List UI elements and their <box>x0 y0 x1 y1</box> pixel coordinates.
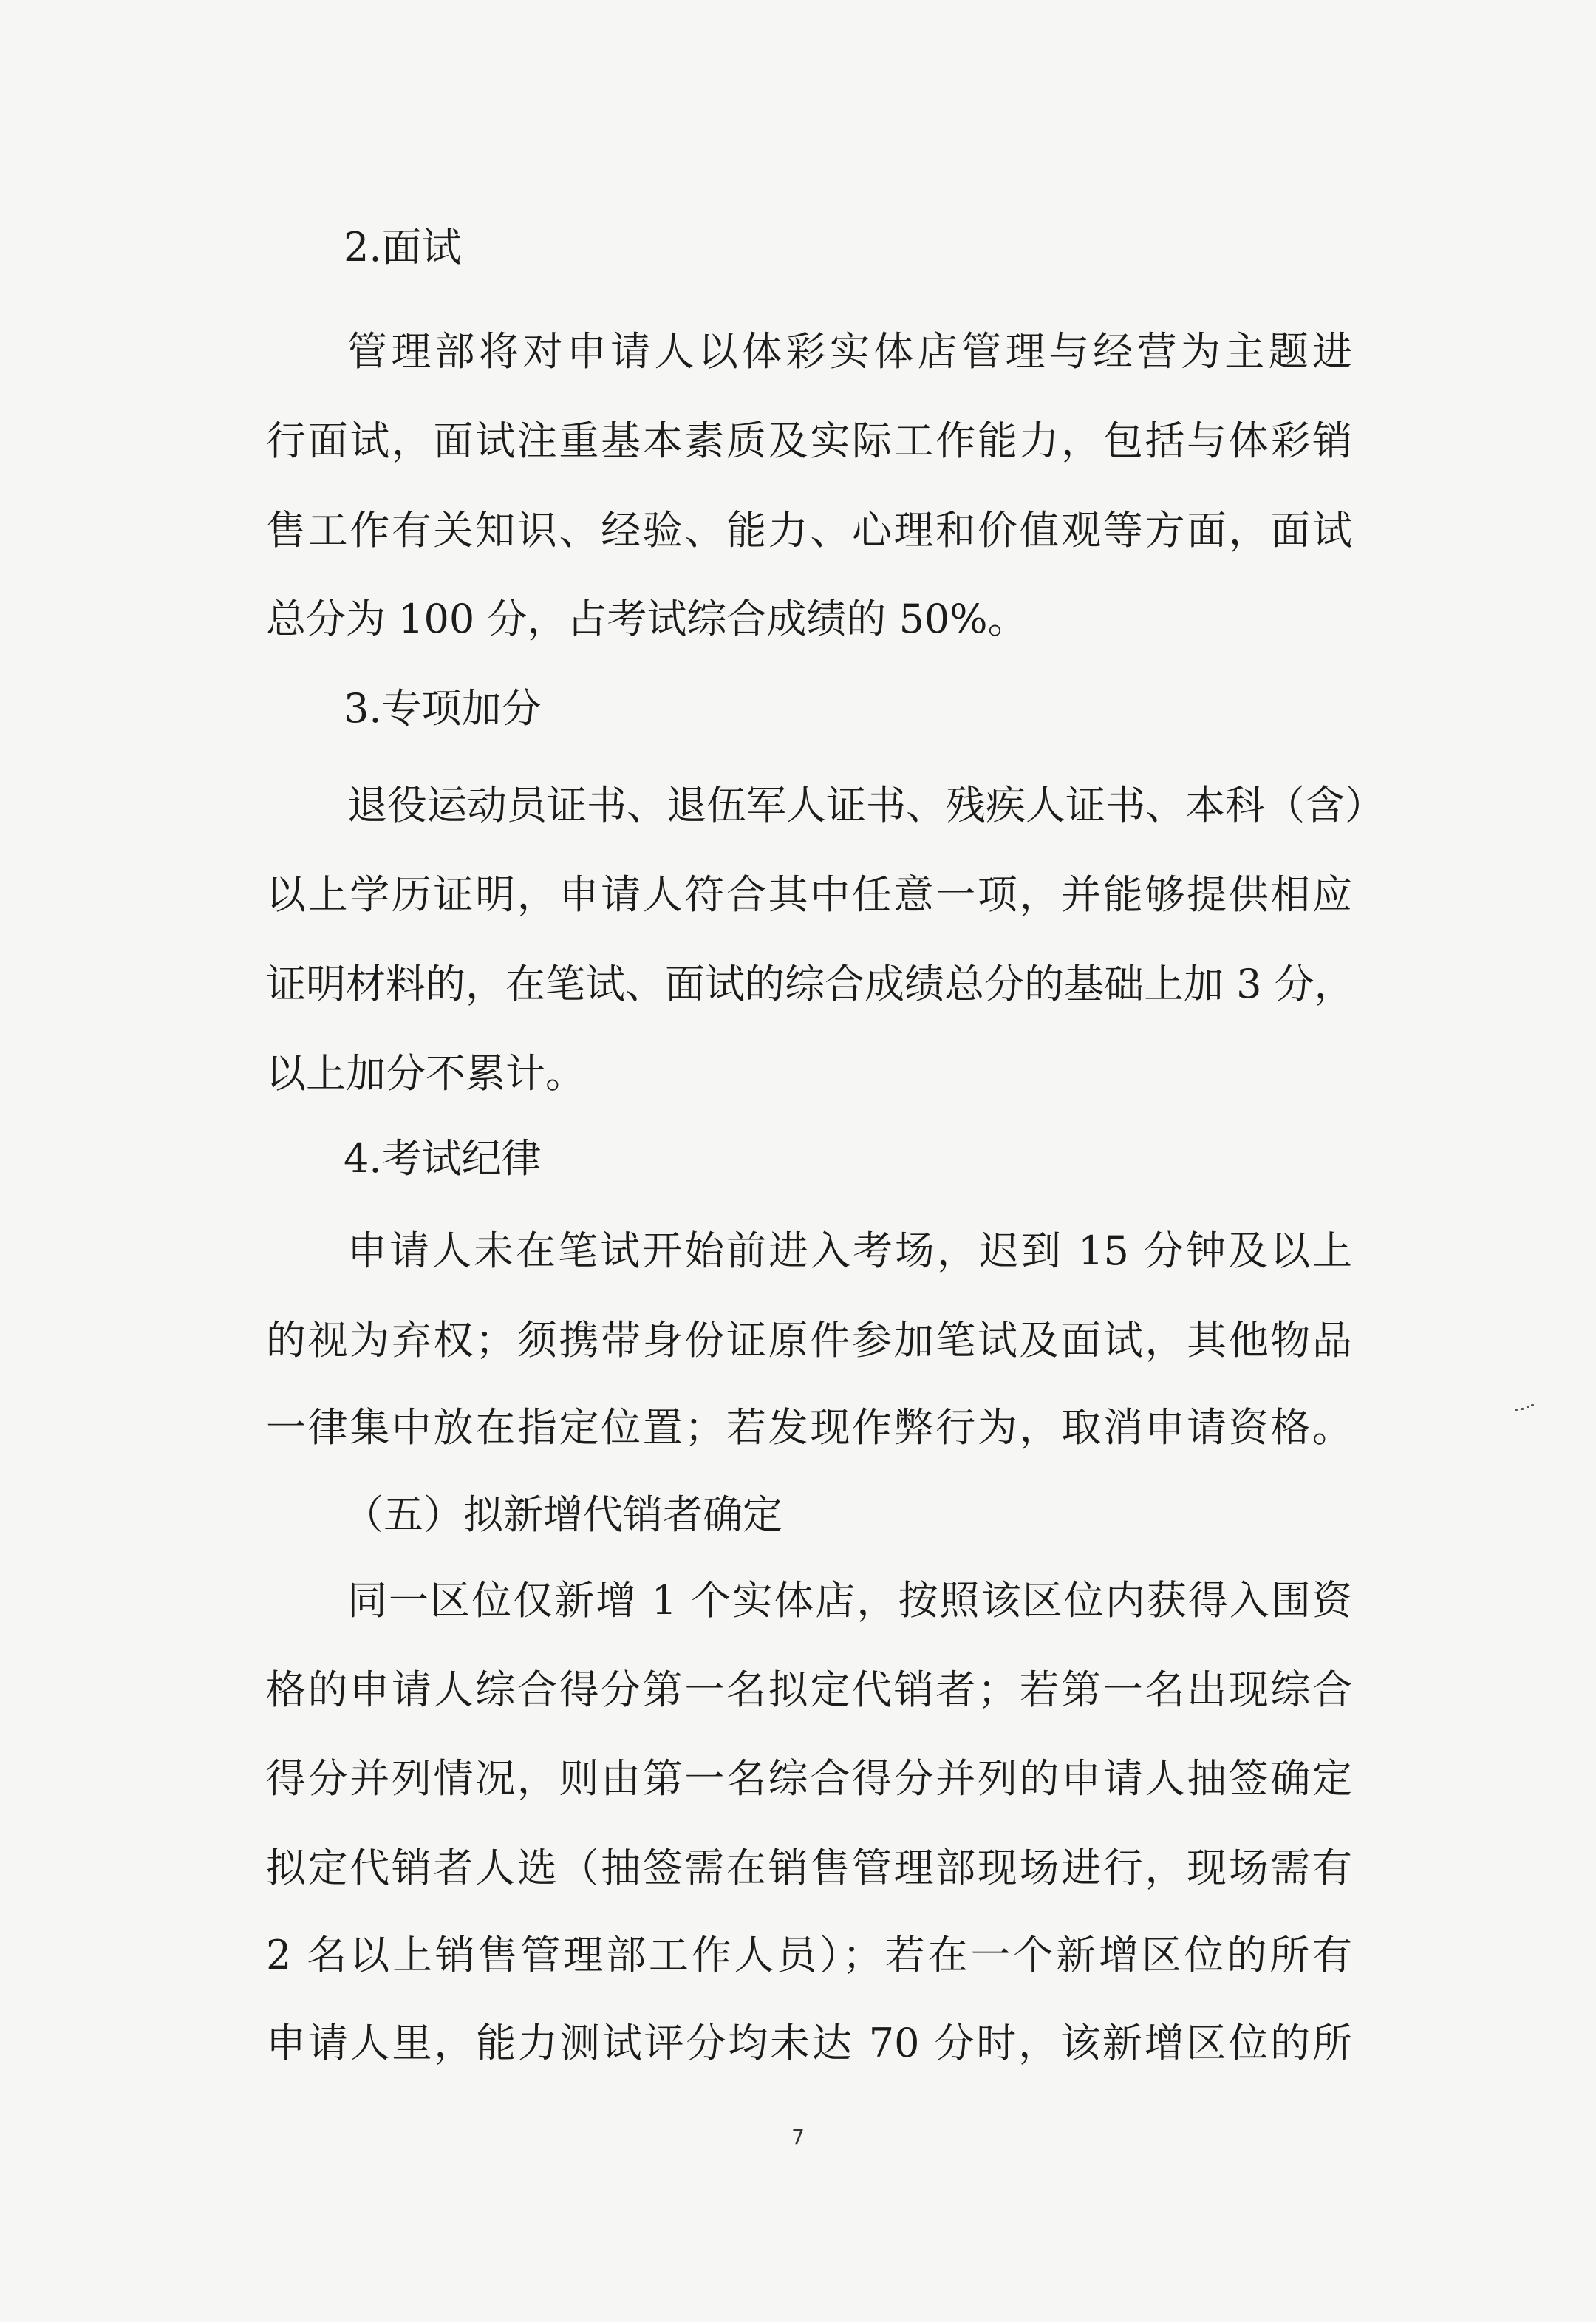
paragraph-line: 行面试，面试注重基本素质及实际工作能力，包括与体彩销 <box>266 418 1352 464</box>
paragraph-line: 一律集中放在指定位置；若发现作弊行为，取消申请资格。 <box>266 1404 1352 1451</box>
paragraph-line: 2 名以上销售管理部工作人员）；若在一个新增区位的所有 <box>266 1932 1352 1978</box>
paragraph-line: 得分并列情况，则由第一名综合得分并列的申请人抽签确定 <box>266 1755 1352 1802</box>
paragraph-line: 总分为 100 分，占考试综合成绩的 50%。 <box>266 596 1028 642</box>
section-heading-discipline: 4.考试纪律 <box>344 1135 542 1182</box>
paragraph-line: 以上加分不累计。 <box>266 1050 585 1097</box>
section-heading-agent-selection: （五）拟新增代销者确定 <box>344 1491 782 1538</box>
page-number: 7 <box>791 2125 805 2149</box>
paragraph-line: 申请人未在笔试开始前进入考场，迟到 15 分钟及以上 <box>347 1228 1352 1274</box>
paragraph-line: 售工作有关知识、经验、能力、心理和价值观等方面，面试 <box>266 507 1352 554</box>
section-heading-interview: 2.面试 <box>344 224 462 270</box>
paragraph-line: 退役运动员证书、退伍军人证书、残疾人证书、本科（含） <box>347 782 1385 828</box>
paragraph-line: 的视为弃权；须携带身份证原件参加笔试及面试，其他物品 <box>266 1317 1352 1363</box>
paragraph-line: 证明材料的，在笔试、面试的综合成绩总分的基础上加 3 分， <box>266 961 1354 1007</box>
paragraph-line: 格的申请人综合得分第一名拟定代销者；若第一名出现综合 <box>266 1666 1352 1713</box>
paragraph-line: 管理部将对申请人以体彩实体店管理与经营为主题进 <box>347 328 1352 375</box>
paragraph-line: 拟定代销者人选（抽签需在销售管理部现场进行，现场需有 <box>266 1845 1352 1891</box>
paragraph-line: 同一区位仅新增 1 个实体店，按照该区位内获得入围资 <box>347 1577 1352 1624</box>
section-heading-bonus: 3.专项加分 <box>344 685 542 732</box>
scan-speck <box>1515 1404 1537 1413</box>
paragraph-line: 申请人里，能力测试评分均未达 70 分时，该新增区位的所 <box>266 2020 1352 2066</box>
paragraph-line: 以上学历证明，申请人符合其中任意一项，并能够提供相应 <box>266 871 1352 918</box>
